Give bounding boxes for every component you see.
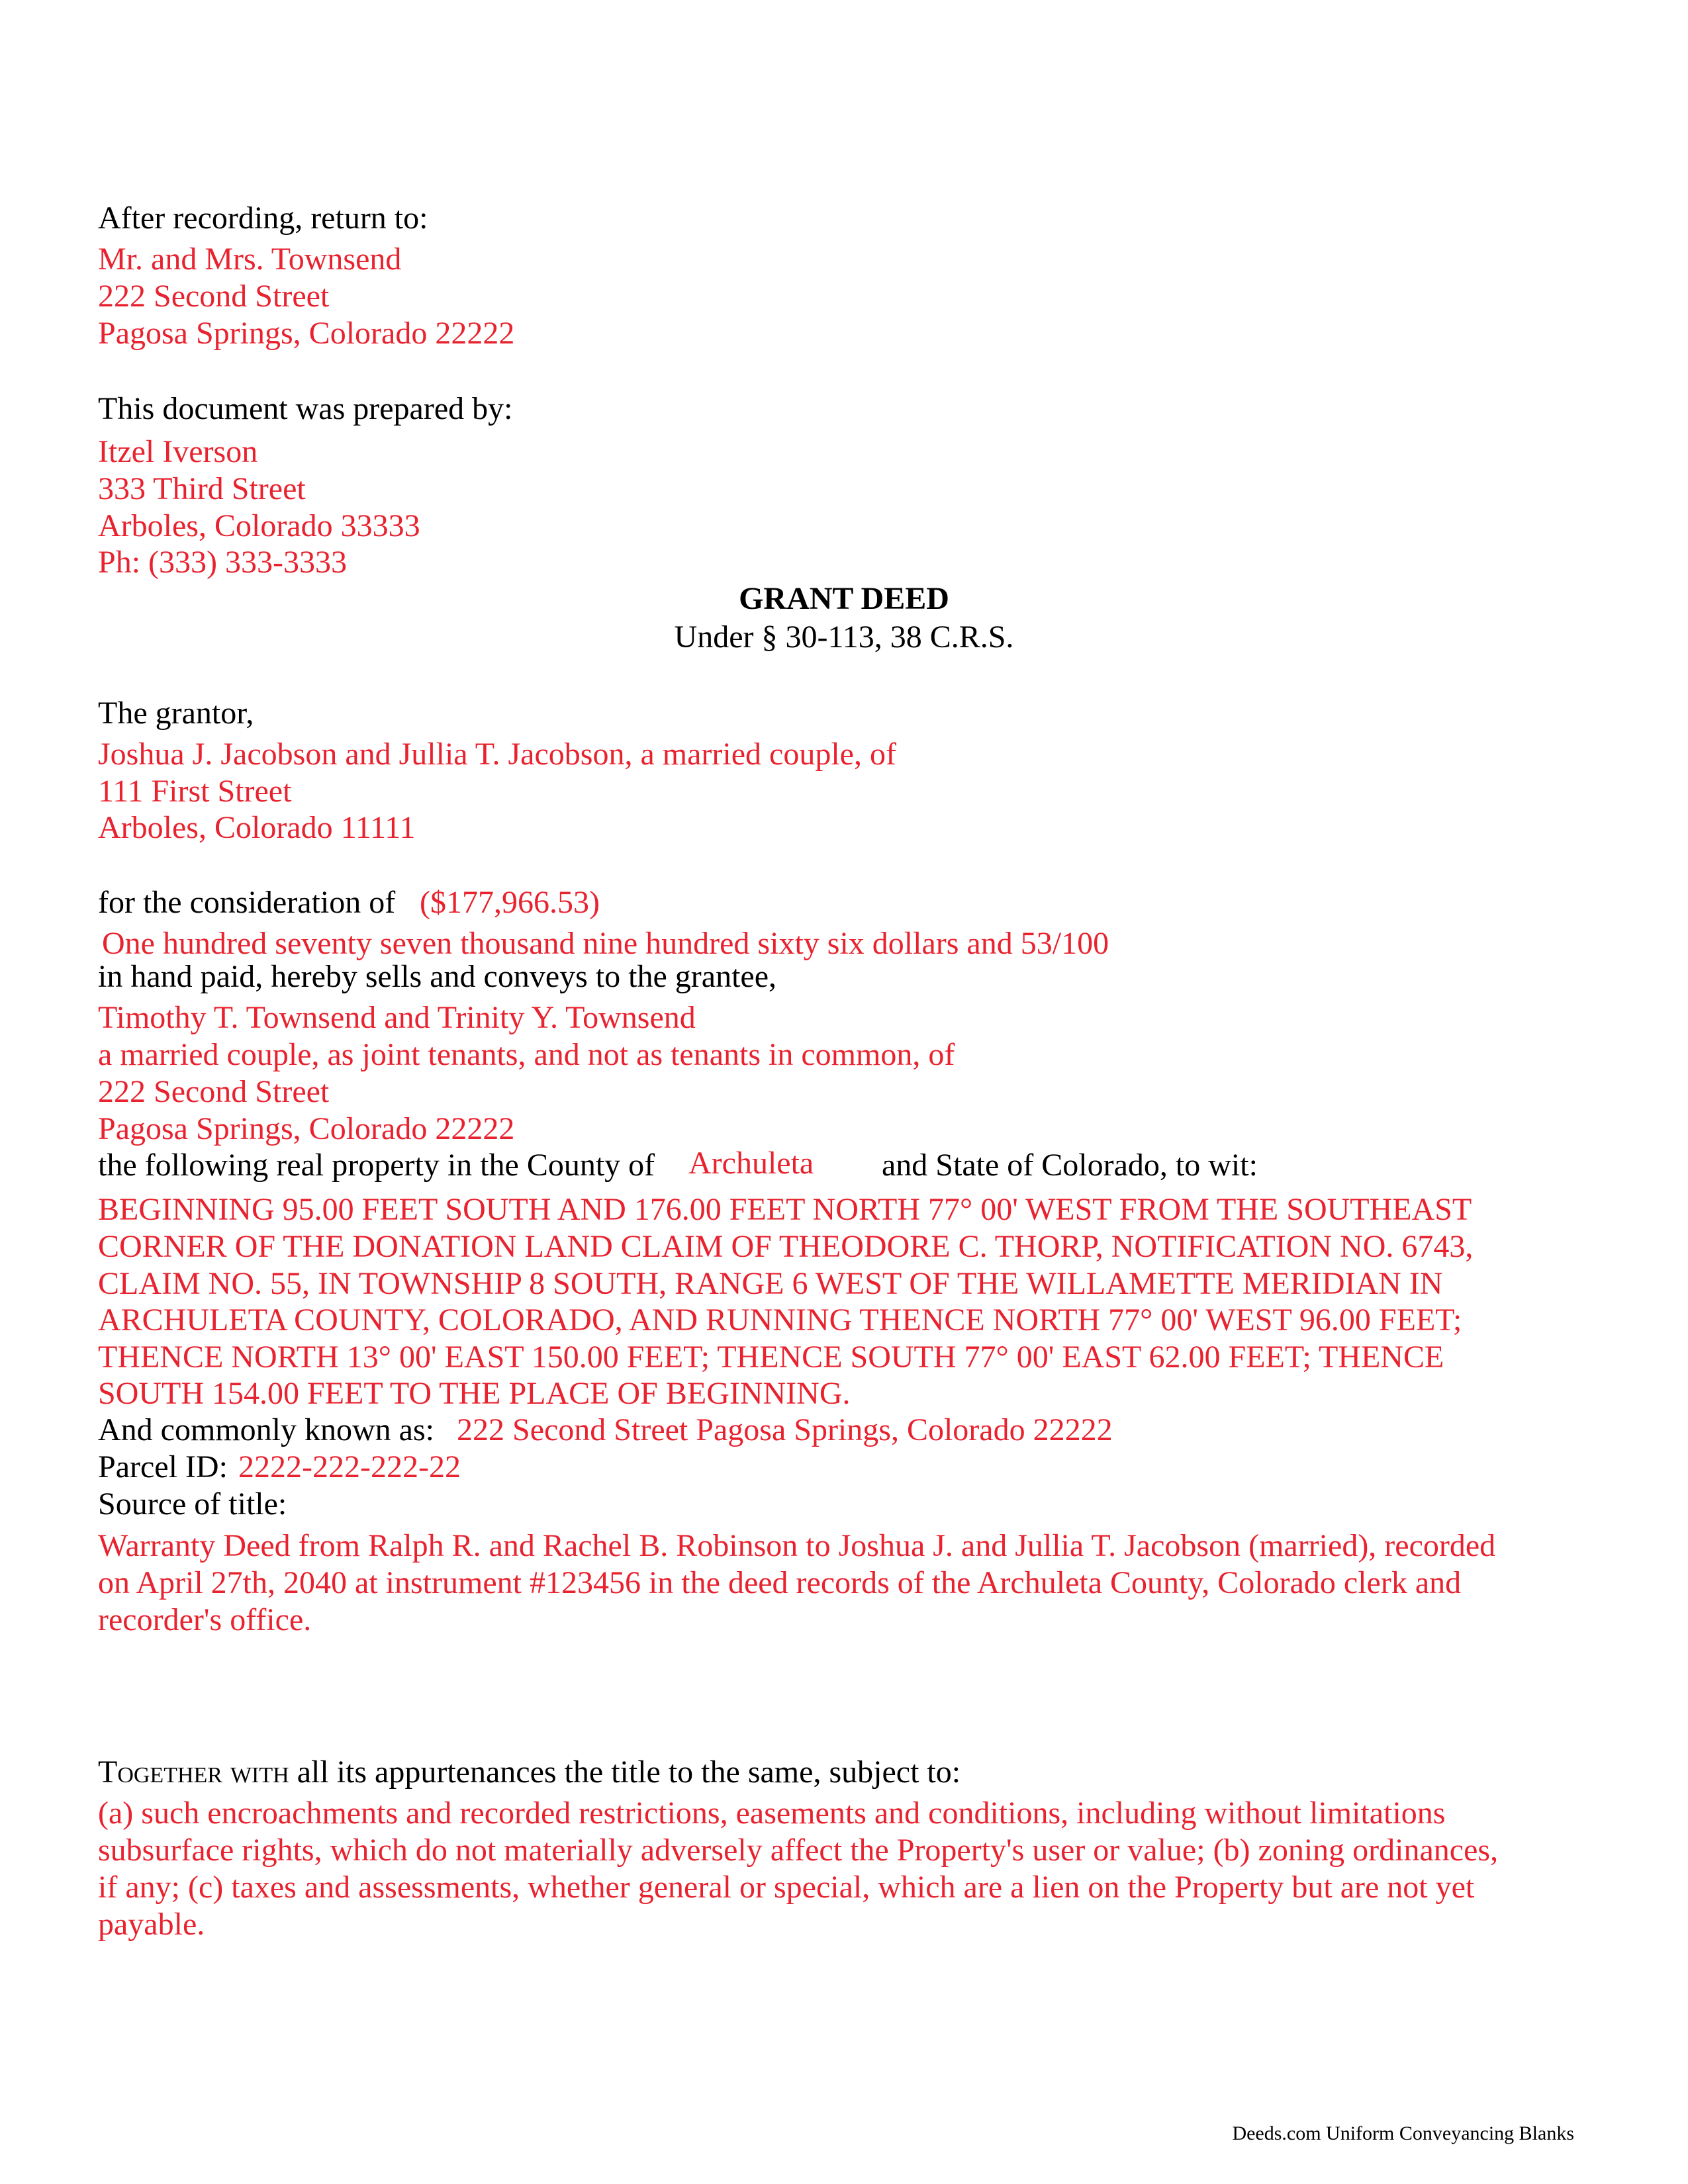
consideration-label: for the consideration of [98,885,396,920]
known-as-label: And commonly known as: [98,1412,434,1447]
source-label: Source of title: [98,1486,287,1522]
together-with-lead: Together with [98,1754,289,1790]
return-to-label: After recording, return to: [98,201,428,236]
grantor-street: 111 First Street [98,774,292,809]
source-line: Warranty Deed from Ralph R. and Rachel B. Robinson to Joshua J. and Jullia T. Jacobson (married), recorded [98,1528,1496,1563]
parcel-id: 2222-222-222-22 [238,1449,461,1484]
footer-text: Deeds.com Uniform Conveyancing Blanks [1232,2122,1574,2144]
legal-line: CORNER OF THE DONATION LAND CLAIM OF THEODORE C. THORP, NOTIFICATION NO. 6743, [98,1229,1474,1264]
legal-line: SOUTH 154.00 FEET TO THE PLACE OF BEGINNING. [98,1376,851,1411]
consideration-amount: ($177,966.53) [420,885,600,920]
return-to-city: Pagosa Springs, Colorado 22222 [98,316,515,351]
prepared-by-label: This document was prepared by: [98,391,513,426]
together-with-rest: all its appurtenances the title to the same, subject to: [289,1754,961,1790]
prepared-by-phone: Ph: (333) 333-3333 [98,545,347,580]
grantee-names: Timothy T. Townsend and Trinity Y. Townsend [98,1000,696,1035]
grantee-vesting: a married couple, as joint tenants, and not as tenants in common, of [98,1037,955,1072]
conveys-text: in hand paid, hereby sells and conveys to the grantee, [98,959,777,994]
parcel-label: Parcel ID: [98,1449,228,1484]
grantee-street: 222 Second Street [98,1074,330,1109]
grantor-city: Arboles, Colorado 11111 [98,810,416,845]
grantor-label: The grantor, [98,696,254,731]
prepared-by-name: Itzel Iverson [98,434,258,469]
together-with-clause [98,1754,961,1791]
legal-line: BEGINNING 95.00 FEET SOUTH AND 176.00 FEET NORTH 77° 00' WEST FROM THE SOUTHEAST [98,1192,1472,1227]
source-line: recorder's office. [98,1602,312,1637]
page-subtitle: Under § 30-113, 38 C.R.S. [674,619,1014,655]
grantor-names: Joshua J. Jacobson and Jullia T. Jacobson, a married couple, of [98,737,896,772]
subject-to-line: if any; (c) taxes and assessments, whether general or special, which are a lien on the Property but are not yet [98,1870,1475,1905]
consideration-words: One hundred seventy seven thousand nine hundred sixty six dollars and 53/100 [102,926,1109,961]
page-title: GRANT DEED [739,581,949,616]
return-to-name: Mr. and Mrs. Townsend [98,242,402,277]
legal-line: CLAIM NO. 55, IN TOWNSHIP 8 SOUTH, RANGE 6 WEST OF THE WILLAMETTE MERIDIAN IN [98,1266,1443,1301]
subject-to-line: subsurface rights, which do not materially adversely affect the Property's user or value; (b) zoning ordinances, [98,1833,1499,1868]
return-to-street: 222 Second Street [98,279,330,314]
county-suffix: and State of Colorado, to wit: [882,1148,1258,1183]
legal-line: ARCHULETA COUNTY, COLORADO, AND RUNNING THENCE NORTH 77° 00' WEST 96.00 FEET; [98,1302,1462,1338]
county-prefix: the following real property in the County of [98,1148,655,1183]
subject-to-line: payable. [98,1907,205,1942]
known-as-address: 222 Second Street Pagosa Springs, Colorado 22222 [457,1412,1113,1447]
grantee-city: Pagosa Springs, Colorado 22222 [98,1111,515,1146]
prepared-by-city: Arboles, Colorado 33333 [98,508,420,543]
subject-to-line: (a) such encroachments and recorded restrictions, easements and conditions, including without limitations [98,1796,1446,1831]
county-name: Archuleta [688,1146,814,1181]
prepared-by-street: 333 Third Street [98,471,306,506]
source-line: on April 27th, 2040 at instrument #123456 in the deed records of the Archuleta County, Colorado clerk and [98,1565,1462,1600]
legal-line: THENCE NORTH 13° 00' EAST 150.00 FEET; THENCE SOUTH 77° 00' EAST 62.00 FEET; THENCE [98,1340,1444,1375]
